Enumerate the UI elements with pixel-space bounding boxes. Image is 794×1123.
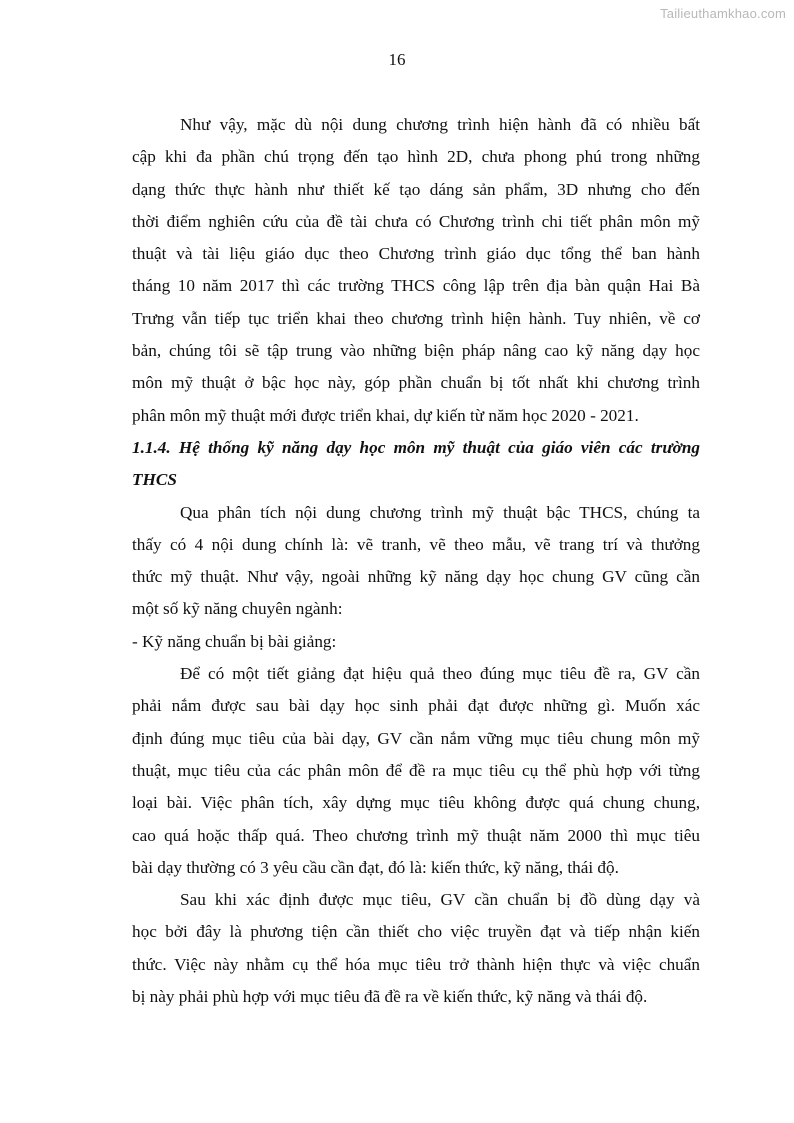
text-line: thuật và tài liệu giáo dục theo Chương trình giáo dục tổng thể ban hành	[132, 244, 700, 264]
text-line: phân môn mỹ thuật mới được triển khai, dự kiến từ năm học 2020 - 2021.	[132, 405, 639, 425]
paragraph	[132, 497, 700, 626]
section-heading	[132, 432, 700, 497]
text-line: dạng thức thực hành như thiết kế tạo dáng sản phẩm, 3D nhưng cho đến	[132, 179, 700, 199]
paragraph	[132, 109, 700, 432]
text-line: Sau khi xác định được mục tiêu, GV cần chuẩn bị đồ dùng dạy và	[180, 890, 700, 910]
text-line: tháng 10 năm 2017 thì các trường THCS công lập trên địa bàn quận Hai Bà	[132, 276, 700, 296]
text-line: Qua phân tích nội dung chương trình mỹ thuật bậc THCS, chúng ta	[180, 502, 700, 522]
text-line: môn mỹ thuật ở bậc học này, góp phần chuẩn bị tốt nhất khi chương trình	[132, 373, 700, 393]
watermark: Tailieuthamkhao.com	[660, 6, 786, 21]
paragraph	[132, 658, 700, 884]
text-line: Để có một tiết giảng đạt hiệu quả theo đúng mục tiêu đề ra, GV cần	[180, 664, 700, 684]
text-line: phải nắm được sau bài dạy học sinh phải đạt được những gì. Muốn xác	[132, 696, 700, 716]
page-number: 16	[388, 50, 406, 69]
heading-line: THCS	[132, 470, 177, 490]
text-line: thấy có 4 nội dung chính là: vẽ tranh, vẽ theo mẫu, vẽ trang trí và thưởng	[132, 534, 700, 554]
text-line: học bởi đây là phương tiện cần thiết cho việc truyền đạt và tiếp nhận kiến	[132, 922, 700, 942]
text-line: cập khi đa phần chú trọng đến tạo hình 2D, chưa phong phú trong những	[132, 147, 700, 167]
text-line: - Kỹ năng chuẩn bị bài giảng:	[132, 631, 337, 651]
text-line: định đúng mục tiêu của bài dạy, GV cần nắm vững mục tiêu chung môn mỹ	[132, 728, 700, 748]
text-line: bài dạy thường có 3 yêu cầu cần đạt, đó là: kiến thức, kỹ năng, thái độ.	[132, 857, 619, 877]
heading-line: 1.1.4. Hệ thống kỹ năng dạy học môn mỹ thuật của giáo viên các trường	[132, 437, 700, 457]
paragraph	[132, 884, 700, 1013]
text-line: loại bài. Việc phân tích, xây dựng mục tiêu không được quá chung chung,	[132, 793, 700, 813]
text-line: thuật, mục tiêu của các phân môn để đề ra mục tiêu cụ thể phù hợp với từng	[132, 760, 700, 780]
text-line: thời điểm nghiên cứu của đề tài chưa có Chương trình chi tiết phân môn mỹ	[132, 211, 700, 231]
text-line: một số kỹ năng chuyên ngành:	[132, 599, 343, 619]
document-body	[132, 109, 700, 1013]
text-line: bị này phải phù hợp với mục tiêu đã đề ra về kiến thức, kỹ năng và thái độ.	[132, 987, 648, 1007]
bullet-item	[132, 626, 700, 658]
text-line: thức. Việc này nhằm cụ thể hóa mục tiêu trở thành hiện thực và việc chuẩn	[132, 954, 700, 974]
text-line: cao quá hoặc thấp quá. Theo chương trình mỹ thuật năm 2000 thì mục tiêu	[132, 825, 700, 845]
text-line: Như vậy, mặc dù nội dung chương trình hiện hành đã có nhiều bất	[180, 115, 700, 134]
text-line: Trưng vẫn tiếp tục triển khai theo chương trình hiện hành. Tuy nhiên, về cơ	[132, 308, 700, 328]
text-line: bản, chúng tôi sẽ tập trung vào những biện pháp nâng cao kỹ năng dạy học	[132, 341, 700, 361]
text-line: thức mỹ thuật. Như vậy, ngoài những kỹ năng dạy học chung GV cũng cần	[132, 567, 700, 587]
